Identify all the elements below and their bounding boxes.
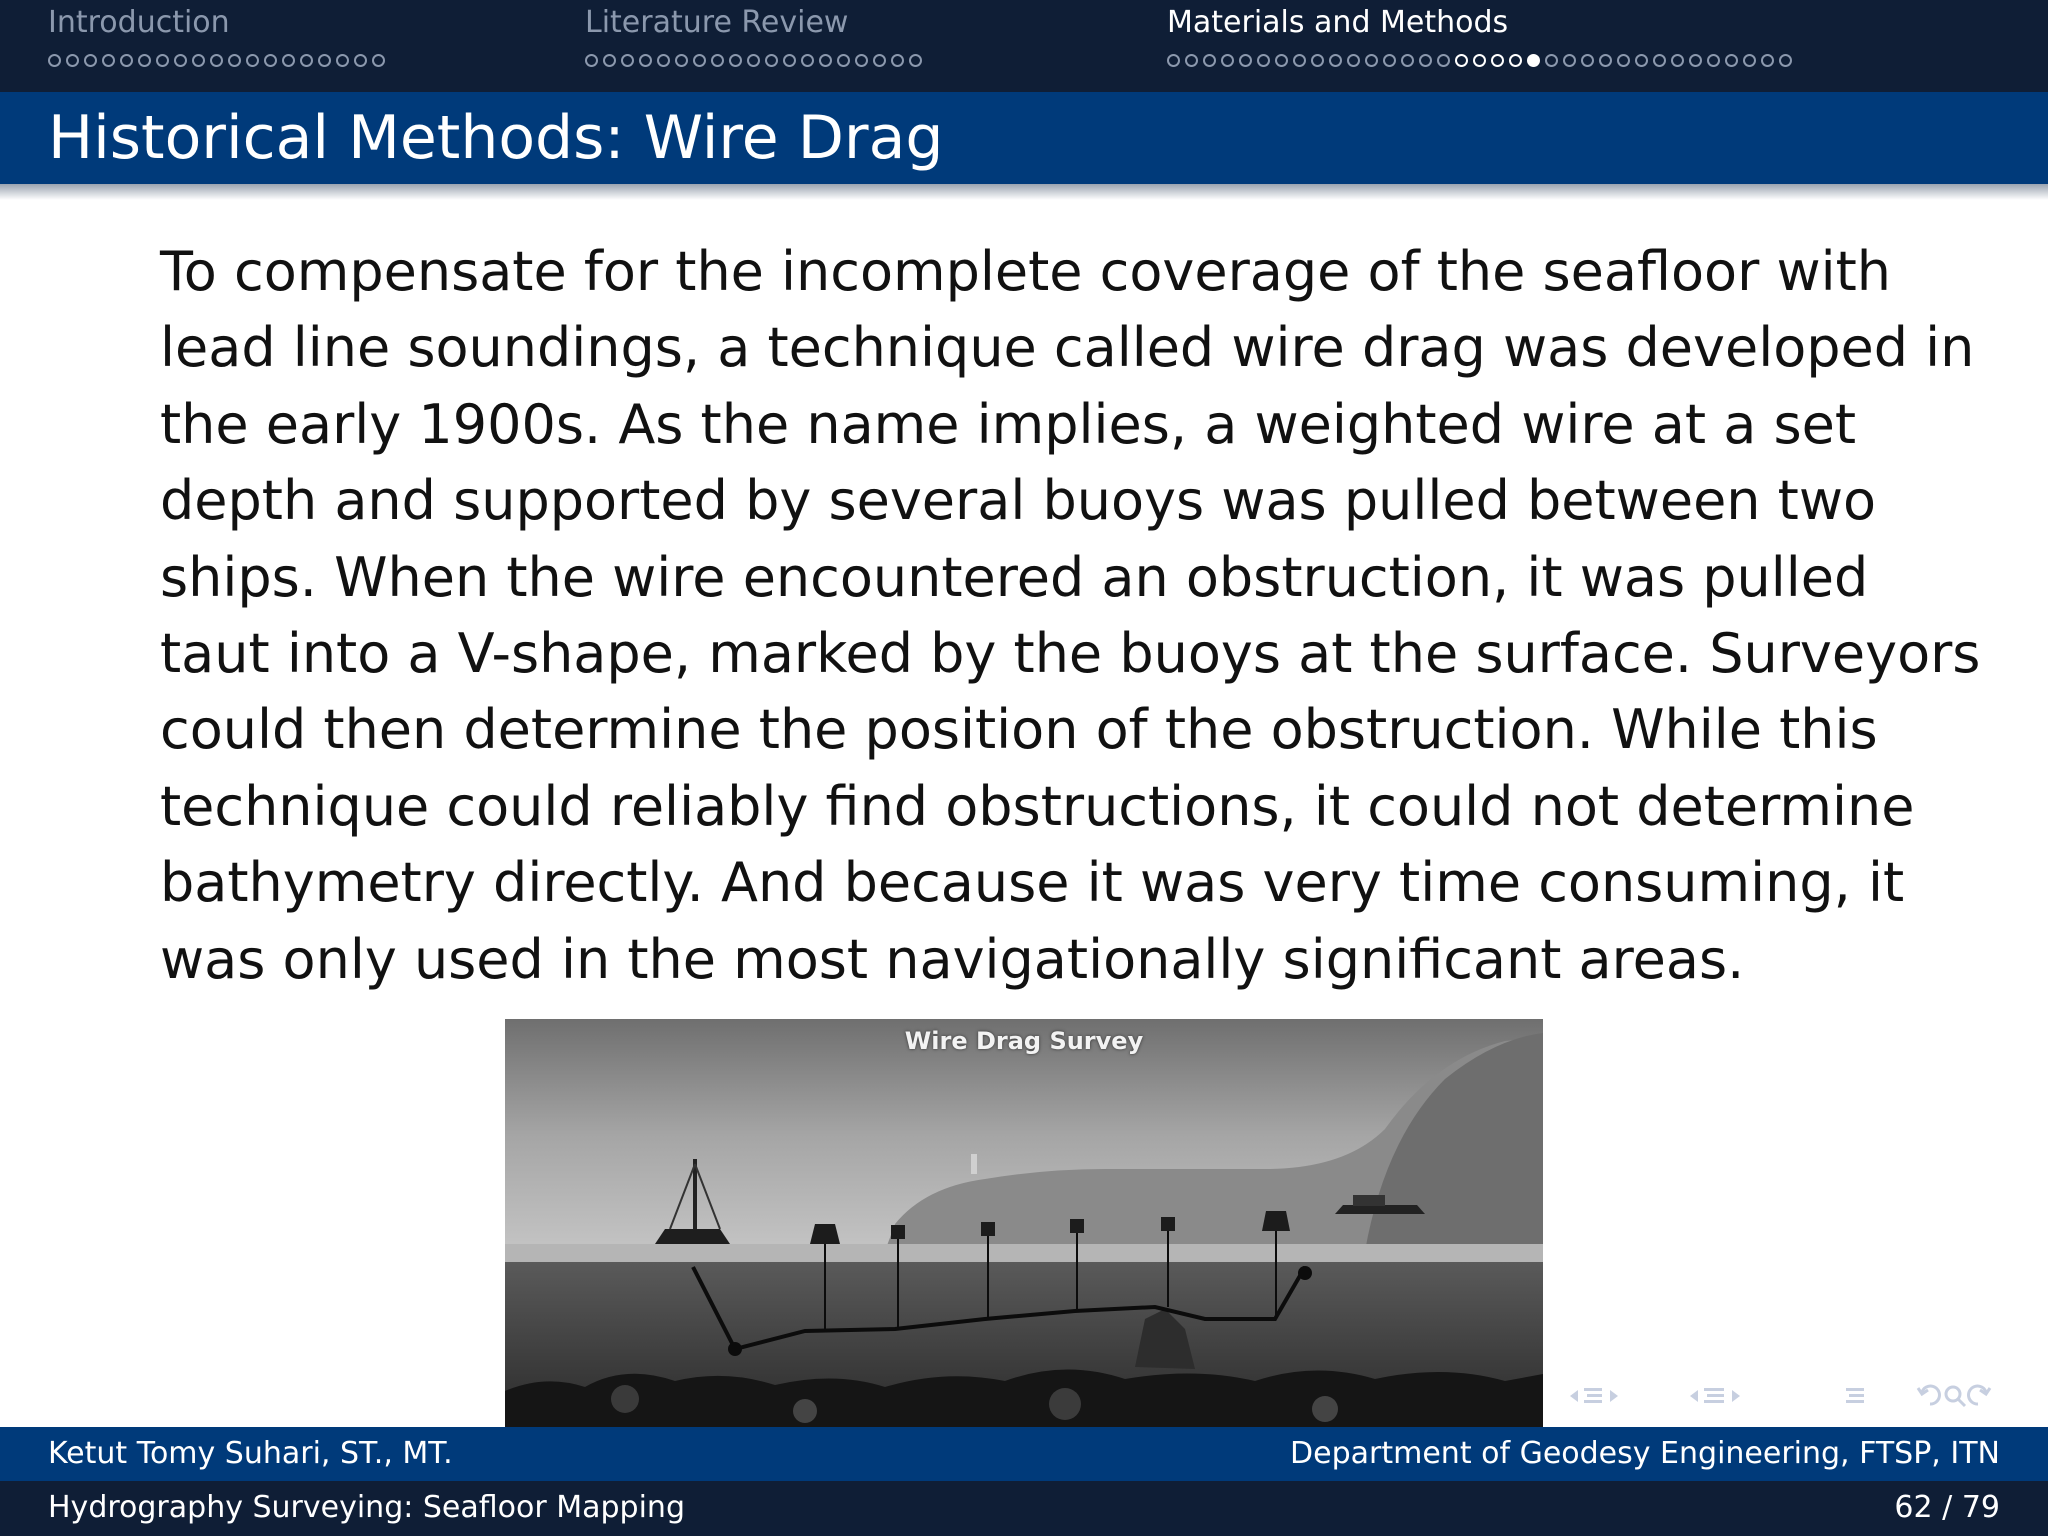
nav-section-materials-and-methods[interactable] <box>1167 6 1508 40</box>
frame-dot[interactable] <box>711 54 724 67</box>
frame-dot[interactable] <box>819 54 832 67</box>
frame-dot[interactable] <box>1599 54 1612 67</box>
frame-dot[interactable] <box>837 54 850 67</box>
footer-short-title: Hydrography Surveying: Seafloor Mapping <box>48 1490 685 1525</box>
frame-dot[interactable] <box>228 54 241 67</box>
frame-dot[interactable] <box>1455 54 1468 67</box>
frame-dot[interactable] <box>1275 54 1288 67</box>
frame-dot[interactable] <box>336 54 349 67</box>
page-separator: / <box>1942 1490 1953 1525</box>
frame-dot[interactable] <box>747 54 760 67</box>
body-line: lead line soundings, a technique called wire drag was developed in <box>160 316 1975 380</box>
nav-section-title[interactable]: Introduction <box>48 5 230 40</box>
footer-author-institute-bar <box>0 1427 2048 1481</box>
frame-dot[interactable] <box>1581 54 1594 67</box>
frame-dot[interactable] <box>1383 54 1396 67</box>
frame-dot[interactable] <box>1185 54 1198 67</box>
frame-dot[interactable] <box>1167 54 1180 67</box>
frame-dot[interactable] <box>1221 54 1234 67</box>
frame-dot[interactable] <box>1617 54 1630 67</box>
frame-dot[interactable] <box>48 54 61 67</box>
section-navigation-bar <box>0 0 2048 92</box>
beamer-navigation-symbols <box>1560 1378 2040 1414</box>
frame-dot[interactable] <box>855 54 868 67</box>
body-line: taut into a V-shape, marked by the buoys at the surface. Surveyors <box>160 621 1981 685</box>
frame-dot[interactable] <box>603 54 616 67</box>
frame-dot[interactable] <box>801 54 814 67</box>
footer-page-number <box>1894 1491 2000 1525</box>
frame-forward-icon[interactable] <box>1610 1390 1618 1402</box>
frame-dot[interactable] <box>891 54 904 67</box>
frame-dot[interactable] <box>621 54 634 67</box>
nav-section-title[interactable]: Literature Review <box>585 5 849 40</box>
wire-drag-survey-image <box>505 1019 1543 1427</box>
page-current: 62 <box>1894 1490 1933 1525</box>
frame-dot[interactable] <box>264 54 277 67</box>
frame-dot[interactable] <box>909 54 922 67</box>
frame-dot[interactable] <box>1707 54 1720 67</box>
frame-dot[interactable] <box>372 54 385 67</box>
frame-dot[interactable] <box>1779 54 1792 67</box>
body-line: was only used in the most navigationally significant areas. <box>160 927 1745 991</box>
frame-dot[interactable] <box>1311 54 1324 67</box>
frame-dot[interactable] <box>102 54 115 67</box>
frame-dot[interactable] <box>657 54 670 67</box>
subsection-forward-icon[interactable] <box>1732 1390 1740 1402</box>
frame-dot[interactable] <box>1545 54 1558 67</box>
frame-dot[interactable] <box>318 54 331 67</box>
frame-dot[interactable] <box>639 54 652 67</box>
frame-dot[interactable] <box>1743 54 1756 67</box>
frame-dot[interactable] <box>174 54 187 67</box>
frame-dot[interactable] <box>783 54 796 67</box>
frame-dot[interactable] <box>1239 54 1252 67</box>
wire-drag-illustration <box>505 1019 1543 1427</box>
redo-icon[interactable] <box>1969 1386 1990 1404</box>
frame-dot[interactable] <box>1761 54 1774 67</box>
frame-dot[interactable] <box>765 54 778 67</box>
footer-author: Ketut Tomy Suhari, ST., MT. <box>48 1436 453 1471</box>
frame-back-icon[interactable] <box>1570 1390 1578 1402</box>
frame-dot[interactable] <box>1329 54 1342 67</box>
frame-dot[interactable] <box>693 54 706 67</box>
page-total: 79 <box>1961 1490 2000 1525</box>
frame-dot[interactable] <box>300 54 313 67</box>
frame-dot[interactable] <box>210 54 223 67</box>
frame-dot[interactable] <box>585 54 598 67</box>
nav-section-frame-dots <box>48 54 390 74</box>
frame-list-icon[interactable] <box>1584 1388 1602 1403</box>
frame-dot[interactable] <box>1437 54 1450 67</box>
subsection-back-icon[interactable] <box>1690 1390 1698 1402</box>
body-line: To compensate for the incomplete coverage of the seafloor with <box>160 240 1892 303</box>
search-icon[interactable] <box>1946 1387 1965 1406</box>
body-paragraph <box>160 234 1981 998</box>
footer-title-page-bar <box>0 1481 2048 1536</box>
frame-dot[interactable] <box>354 54 367 67</box>
document-list-icon[interactable] <box>1846 1388 1864 1403</box>
frame-dot[interactable] <box>873 54 886 67</box>
footer-institute: Department of Geodesy Engineering, FTSP, ITN <box>1290 1436 2000 1471</box>
frame-title: Historical Methods: Wire Drag <box>48 103 944 173</box>
frame-dot[interactable] <box>1347 54 1360 67</box>
nav-section-title[interactable]: Materials and Methods <box>1167 5 1509 40</box>
frame-dot[interactable] <box>246 54 259 67</box>
nav-section-introduction[interactable] <box>48 6 230 40</box>
frame-dot[interactable] <box>1689 54 1702 67</box>
frame-dot[interactable] <box>282 54 295 67</box>
subsection-list-icon[interactable] <box>1704 1388 1724 1403</box>
nav-section-literature-review[interactable] <box>585 6 848 40</box>
body-line: bathymetry directly. And because it was very time consuming, it <box>160 851 1905 915</box>
undo-icon[interactable] <box>1918 1386 1939 1404</box>
frame-dot[interactable] <box>138 54 151 67</box>
body-line: depth and supported by several buoys was pulled between two <box>160 469 1877 533</box>
frame-dot[interactable] <box>1635 54 1648 67</box>
frame-dot[interactable] <box>729 54 742 67</box>
body-line: technique could reliably find obstructions, it could not determine <box>160 774 1915 838</box>
body-line: could then determine the position of the obstruction. While this <box>160 698 1878 762</box>
frame-dot[interactable] <box>1419 54 1432 67</box>
nav-section-frame-dots <box>1167 54 1797 74</box>
frame-dot[interactable] <box>675 54 688 67</box>
frame-dot[interactable] <box>192 54 205 67</box>
frame-dot[interactable] <box>1509 54 1522 67</box>
figure-caption: Wire Drag Survey <box>904 1027 1144 1055</box>
frame-dot[interactable] <box>1473 54 1486 67</box>
frame-dot[interactable] <box>84 54 97 67</box>
frame-dot[interactable] <box>1293 54 1306 67</box>
frame-dot[interactable] <box>1203 54 1216 67</box>
frame-dot[interactable] <box>120 54 133 67</box>
frame-dot[interactable] <box>1563 54 1576 67</box>
frame-dot[interactable] <box>1671 54 1684 67</box>
frame-dot[interactable] <box>1365 54 1378 67</box>
frame-dot[interactable] <box>1491 54 1504 67</box>
title-bar-shadow <box>0 184 2048 200</box>
frame-dot-current[interactable] <box>1527 54 1540 67</box>
frame-dot[interactable] <box>156 54 169 67</box>
frame-title-bar <box>0 92 2048 184</box>
frame-dot[interactable] <box>1653 54 1666 67</box>
frame-dot[interactable] <box>1257 54 1270 67</box>
frame-dot[interactable] <box>66 54 79 67</box>
body-line: ships. When the wire encountered an obstruction, it was pulled <box>160 545 1869 609</box>
nav-section-frame-dots <box>585 54 927 74</box>
body-line: the early 1900s. As the name implies, a weighted wire at a set <box>160 392 1856 456</box>
frame-dot[interactable] <box>1401 54 1414 67</box>
frame-dot[interactable] <box>1725 54 1738 67</box>
